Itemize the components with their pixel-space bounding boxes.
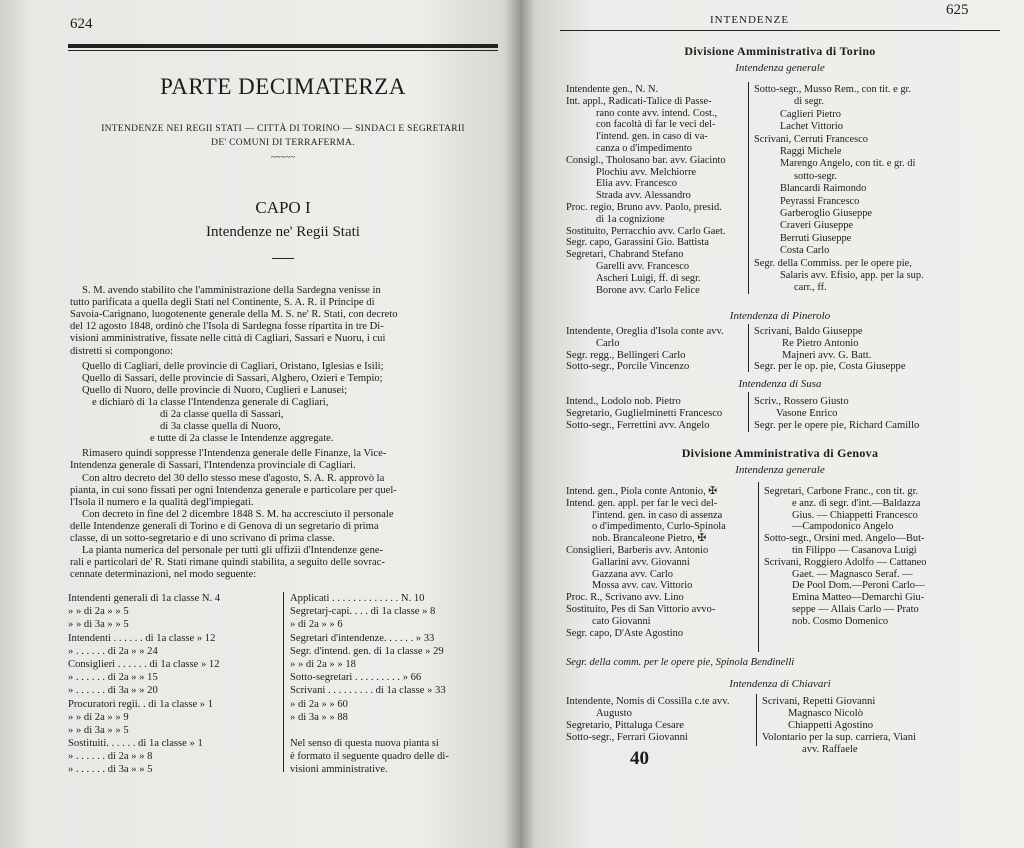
paragraph-line: e dichiarò di 1a classe l'Intendenza generale di Cagliari, (92, 396, 329, 408)
pinerolo-divider (748, 324, 749, 372)
text-line: Lachet Vittorio (780, 121, 843, 133)
genova-sub: Intendenza generale (735, 464, 825, 476)
text-line: Sostituito, Pes di San Vittorio avvo- (566, 604, 716, 615)
text-line: Proc. regio, Bruno avv. Paolo, presid. (566, 202, 722, 213)
torino-divider (748, 82, 749, 294)
paragraph-line: Quello di Sassari, delle provincie di Sassari, Alghero, Ozieri e Tempio; (82, 372, 383, 384)
table-row: Intendenti . . . . . . di 1a classe » 12 (68, 632, 216, 644)
text-line: Segr. per le opere pie, Richard Camillo (754, 420, 920, 431)
table-row: » . . . . . . di 2a » » 24 (68, 645, 158, 657)
text-line: Consigl., Tholosano bar. avv. Giacinto (566, 154, 726, 166)
chiavari-heading: Intendenza di Chiavari (729, 678, 831, 690)
text-line: Peyrassi Francesco (780, 195, 860, 207)
text-line: Majneri avv. G. Batt. (782, 349, 872, 361)
paragraph-line: l'Isola il numero e la qualità degl'impiegati. (70, 496, 254, 508)
genova-heading: Divisione Amministrativa di Genova (681, 446, 879, 460)
text-line: Segr. della Commiss. per le opere pie, (754, 257, 912, 269)
staff-table-right (290, 592, 502, 777)
text-line: canza o d'impedimento (596, 143, 692, 154)
chapter-dash (272, 258, 294, 259)
text-line: Garelli avv. Francesco (596, 261, 690, 272)
text-line: di 1a cognizione (596, 213, 665, 225)
table-row: » » di 3a » » 5 (68, 724, 129, 736)
text-line: Augusto (596, 708, 632, 719)
text-line: cato Giovanni (592, 615, 651, 627)
text-line: Emina Matteo—Demarchi Giu- (792, 592, 925, 604)
part-subtitle-1: INTENDENZE NEI REGII STATI — CITTÀ DI TORINO — SINDACI E SEGRETARII (101, 124, 465, 134)
text-line: Scrivani, Repetti Giovanni (762, 696, 876, 707)
table-row: Nel senso di questa nuova pianta si (290, 738, 439, 750)
right-page (520, 0, 1024, 848)
table-row: Segr. d'intend. gen. di 1a classe » 29 (290, 645, 444, 657)
text-line: Sotto-segr., Porcile Vincenzo (566, 361, 690, 373)
paragraph-line: di 3a classe quella di Nuoro, (160, 421, 281, 433)
table-row: » » di 2a » » 18 (290, 658, 356, 670)
text-line: Ascheri Luigi, ff. di segr. (596, 272, 701, 284)
signature-mark: 40 (630, 748, 649, 769)
text-line: nob. Brancaleone Pietro, ✠ (592, 533, 707, 545)
right-header-rule (560, 30, 1000, 31)
text-line: Sotto-segr., Ferrari Giovanni (566, 732, 688, 743)
table-divider (283, 592, 284, 772)
text-line: Sotto-segr., Musso Rem., con tit. e gr. (754, 84, 912, 95)
text-line: Vasone Enrico (776, 408, 838, 419)
text-line: Consiglieri, Barberis avv. Antonio (566, 545, 709, 556)
paragraph-line: Rimasero quindi soppresse l'Intendenza generale delle Finanze, la Vice- (82, 448, 387, 460)
text-line: l'intend. gen. in caso di va- (596, 131, 708, 143)
text-line: Gius. — Chiappetti Francesco (792, 509, 918, 521)
paragraph-line: tutto parificata a quella degli Stati nel Continente, S. A. R. il Principe di (70, 297, 375, 309)
text-line: seppe — Allais Carlo — Prato (792, 604, 919, 615)
text-line: Int. appl., Radicati-Talice di Passe- (566, 95, 712, 107)
table-row: Procuratori regii. . di 1a classe » 1 (68, 698, 214, 710)
paragraph-line: rali e particolari de' R. Stati rimane quindi stabilita, a seguito delle sovrac- (70, 557, 385, 569)
text-line: Proc. R., Scrivano avv. Lino (566, 592, 684, 604)
table-row: » » di 3a » » 5 (68, 619, 129, 631)
table-row: Intendenti generali di 1a classe N. 4 (68, 593, 221, 604)
paragraph-line: distretti si compongono: (70, 345, 173, 357)
header-rule-thick (68, 44, 498, 48)
text-line: Re Pietro Antonio (782, 337, 859, 349)
table-row: » di 2a » » 6 (290, 619, 343, 631)
text-line: Gazzana avv. Carlo (592, 568, 673, 580)
table-row: » . . . . . . di 2a » » 8 (68, 751, 153, 763)
text-line: Segr. capo, Garassini Gio. Battista (566, 237, 709, 249)
staff-table-left (68, 592, 280, 777)
text-line: l'intend. gen. in caso di assenza (592, 509, 723, 521)
part-title: PARTE DECIMATERZA (160, 74, 406, 99)
text-line: Scrivani, Cerruti Francesco (754, 133, 868, 145)
text-line: Garberoglio Giuseppe (780, 208, 873, 219)
text-line: Intendente, Nomis di Cossilla c.te avv. (566, 696, 730, 707)
text-line: Intend. gen., Piola conte Antonio, ✠ (566, 486, 717, 497)
paragraph-line: Savoia-Carignano, luogotenente generale della M. S. ne' R. Stati, con decreto (70, 309, 398, 321)
text-line: con facoltà di far le veci del- (596, 119, 716, 131)
text-line: Intendente, Oreglia d'Isola conte avv. (566, 326, 724, 337)
paragraph-line: del 12 agosto 1848, ordinò che l'Isola di Sardegna fosse ripartita in tre Di- (70, 321, 384, 333)
text-line: Volontario per la sup. carriera, Viani (762, 732, 917, 743)
table-row: » . . . . . . di 3a » » 20 (68, 685, 158, 697)
paragraph-line: e tutte di 2a classe le Intendenze aggregate. (150, 433, 334, 445)
chiavari-divider (756, 694, 757, 746)
text-line: Costa Carlo (780, 245, 830, 257)
text-line: nob. Cosmo Domenico (792, 615, 889, 627)
text-line: Gaet. — Magnasco Seraf. — (792, 568, 913, 580)
pinerolo-heading: Intendenza di Pinerolo (729, 310, 831, 322)
running-head: INTENDENZE (710, 14, 790, 26)
text-line: Carlo (596, 337, 620, 349)
text-line: e anz. di segr. d'int.—Baldazza (792, 497, 921, 509)
table-row: Applicati . . . . . . . . . . . . . N. 10 (290, 593, 425, 604)
table-row: » . . . . . . di 3a » » 5 (68, 764, 153, 776)
table-row: Sotto-segretari . . . . . . . . . » 66 (290, 672, 422, 684)
paragraph-line: classe, di un sotto-segretario e di uno scrivano di prima classe. (70, 533, 335, 544)
text-line: avv. Raffaele (802, 744, 858, 755)
text-line: Raggi Michele (780, 146, 842, 157)
text-line: Segretario, Pittaluga Cesare (566, 720, 684, 731)
text-line: Intend. gen. appl. per far le veci del- (566, 497, 718, 509)
text-line: carr., ff. (794, 282, 827, 294)
paragraph-line: La pianta numerica del personale per tutti gli uffizii d'Intendenze gene- (82, 545, 384, 557)
table-row: Sostituiti. . . . . . di 1a classe » 1 (68, 738, 203, 750)
paragraph-line: S. M. avendo stabilito che l'amministrazione della Sardegna venisse in (82, 285, 381, 296)
text-line: rano conte avv. intend. Cost., (596, 107, 718, 119)
paragraph-line: Con decreto in fine del 2 dicembre 1848 S. M. ha accresciuto il personale (82, 508, 394, 520)
table-row: è formato il seguente quadro delle di- (290, 751, 449, 763)
page-number-left: 624 (70, 16, 93, 32)
text-line: Sotto-segr., Ferrettini avv. Angelo (566, 420, 710, 431)
susa-heading: Intendenza di Susa (738, 378, 822, 390)
text-line: Segr. per le op. pie, Costa Giuseppe (754, 361, 906, 373)
text-line: Segr. regg., Bellingeri Carlo (566, 349, 686, 361)
text-line: Marengo Angelo, con tit. e gr. di (780, 158, 916, 170)
text-line: Caglieri Pietro (780, 108, 841, 120)
text-line: Chiappetti Agostino (788, 720, 874, 731)
text-line: —Campodonico Angelo (792, 521, 894, 533)
text-line: Sotto-segr., Orsini med. Angelo—But- (764, 533, 925, 545)
text-line: Craveri Giuseppe (780, 220, 853, 232)
text-line: De Pool Dom.—Peroni Carlo— (792, 580, 926, 592)
table-row: visioni amministrative. (290, 764, 388, 776)
text-line: o d'impedimento, Curlo-Spinola (592, 521, 726, 533)
table-row: » . . . . . . di 2a » » 15 (68, 672, 158, 684)
text-line: Segr. capo, D'Aste Agostino (566, 627, 684, 639)
text-line: Blancardi Raimondo (780, 183, 867, 195)
text-line: tin Filippo — Casanova Luigi (792, 545, 917, 556)
text-line: Salaris avv. Efisio, app. per la sup. (780, 270, 924, 281)
text-line: Gallarini avv. Giovanni (592, 556, 690, 568)
text-line: Magnasco Nicolò (788, 708, 864, 719)
text-line: Segretari, Chabrand Stefano (566, 249, 684, 261)
page-number-right: 625 (946, 2, 969, 18)
text-line: Elia avv. Francesco (596, 178, 677, 190)
chapter-number: CAPO I (255, 198, 311, 217)
paragraph-line: di 2a classe quella di Sassari, (160, 409, 284, 420)
text-line: Mossa avv. cav. Vittorio (592, 580, 693, 592)
paragraph-line: cennate determinazioni, nel modo seguente: (70, 569, 257, 581)
table-row: » di 3a » » 88 (290, 711, 348, 723)
text-line: di segr. (794, 96, 825, 108)
table-row (290, 724, 502, 737)
table-row: Consiglieri . . . . . . di 1a classe » 12 (68, 658, 220, 670)
paragraph-line: Intendenza generale di Sassari, l'Intendenza provinciale di Cagliari. (70, 460, 356, 472)
table-row: » » di 2a » » 9 (68, 711, 129, 723)
genova-divider (758, 482, 759, 652)
paragraph-line: Quello di Nuoro, delle provincie di Nuoro, Cuglieri e Lanusei; (82, 384, 348, 396)
torino-heading: Divisione Amministrativa di Torino (684, 44, 876, 58)
text-line: Intend., Lodolo nob. Pietro (566, 396, 681, 407)
paragraph-line: delle Intendenze generali di Torino e di Genova di un segretario di prima (70, 520, 379, 532)
text-line: Berruti Giuseppe (780, 232, 852, 244)
text-line: Segretari, Carbone Franc., con tit. gr. (764, 486, 919, 497)
text-line: Strada avv. Alessandro (596, 190, 691, 202)
text-line: Plochiu avv. Melchiorre (596, 166, 697, 178)
torino-sub: Intendenza generale (735, 62, 825, 74)
text-line: Intendente gen., N. N. (566, 84, 659, 95)
genova-opere-pie: Segr. della comm. per le opere pie, Spinola Bendinelli (566, 657, 795, 668)
paragraph-line: visioni amministrative, fissate nelle città di Cagliari, Sassari e Nuoru, i cui (70, 333, 386, 345)
susa-divider (748, 392, 749, 432)
chapter-title: Intendenze ne' Regii Stati (206, 224, 360, 240)
text-line: Scrivani, Baldo Giuseppe (754, 326, 863, 337)
text-line: Scriv., Rossero Giusto (754, 396, 849, 407)
part-subtitle-2: DE' COMUNI DI TERRAFERMA. (211, 138, 355, 148)
paragraph-line: Quello di Cagliari, delle provincie di Cagliari, Oristano, Iglesias e Isili; (82, 360, 384, 372)
table-row: Scrivani . . . . . . . . . di 1a classe » 33 (290, 685, 446, 697)
table-row: Segretari d'intendenze. . . . . . » 33 (290, 632, 435, 644)
paragraph-line: pianta, in cui sono fissati per ogni Intendenza generale e particolare per quel- (70, 484, 397, 496)
text-line: Sostituito, Perracchio avv. Carlo Gaet. (566, 225, 726, 237)
header-rule-thin (68, 50, 498, 51)
table-row: » » di 2a » » 5 (68, 606, 129, 618)
text-line: sotto-segr. (794, 170, 838, 182)
paragraph-line: Con altro decreto del 30 dello stesso mese d'agosto, S. A. R. approvò la (82, 472, 385, 484)
table-row: Segretarj-capi. . . . di 1a classe » 8 (290, 606, 436, 618)
ornament: ~~~~~ (270, 152, 296, 162)
text-line: Borone avv. Carlo Felice (596, 284, 700, 296)
text-line: Segretario, Guglielminetti Francesco (566, 408, 723, 419)
table-row: » di 2a » » 60 (290, 698, 348, 710)
text-line: Scrivani, Roggiero Adolfo — Cattaneo (764, 556, 927, 568)
